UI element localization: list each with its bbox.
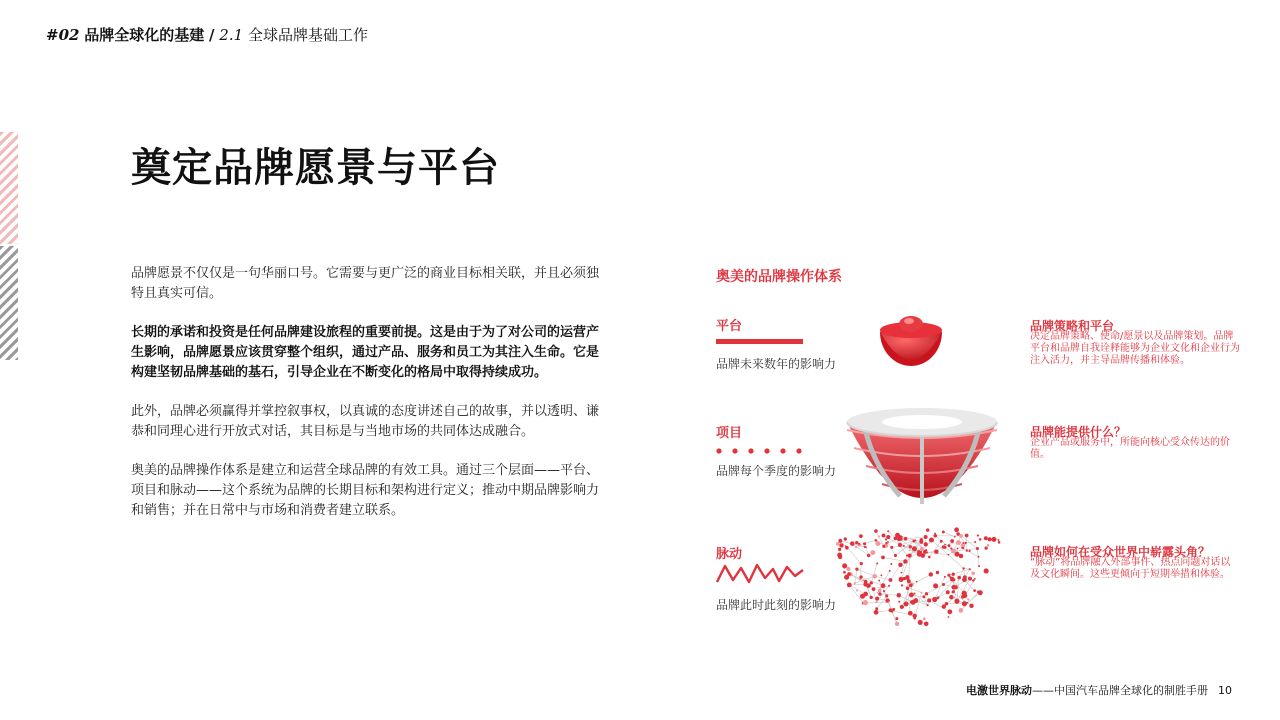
paragraph: 品牌愿景不仅仅是一句华丽口号。它需要与更广泛的商业目标相关联，并且必须独特且真实可信。 (131, 266, 600, 301)
level-desc-pulse: 品牌此时此刻的影响力 (716, 598, 837, 612)
level-desc-program: 品牌每个季度的影响力 (716, 464, 837, 478)
answer-platform: 决定品牌策略、使命/愿景以及品牌策划。品牌平台和品牌自我诠释能够为企业文化和企业行为注入活力，并主导品牌传播和体验。 (1030, 331, 1240, 366)
section-number: #02 (46, 26, 80, 44)
body-text (131, 264, 601, 540)
level-desc-platform: 品牌未来数年的影响力 (716, 357, 837, 371)
level-name-program: 项目 (716, 426, 743, 441)
question-pulse: 品牌如何在受众世界中崭露头角？ (1030, 545, 1211, 559)
zigzag-mark (716, 562, 806, 586)
question-platform: 品牌策略和平台 (1030, 319, 1115, 333)
subsection-title: 全球品牌基础工作 (247, 26, 368, 44)
dots-mark (716, 446, 806, 456)
paragraph: 此外，品牌必须赢得并掌控叙事权，以真诚的态度讲述自己的故事，并以透明、谦恭和同理心进行开放式对话，其目标是与当地市场的共同体达成融合。 (131, 404, 600, 439)
decorative-stripe-pink (0, 132, 18, 244)
subsection-number: 2.1 (219, 26, 244, 44)
program-bowl-graphic (842, 404, 1002, 512)
footer-brand: 电激世界脉动 (966, 684, 1032, 697)
footer-subtitle: ——中国汽车品牌全球化的制胜手册 (1032, 684, 1208, 697)
paragraph: 奥美的品牌操作体系是建立和运营全球品牌的有效工具。通过三个层面——平台、项目和脉动——这个系统为品牌的长期目标和架构进行定义；推动中期品牌影响力和销售；并在日常中与市场和消费者建立联系。 (131, 463, 600, 518)
section-header (46, 24, 368, 45)
bar-mark (716, 338, 806, 346)
page-footer (966, 682, 1232, 698)
page-title: 奠定品牌愿景与平台 (131, 145, 500, 191)
decorative-stripe-grey (0, 246, 18, 360)
platform-bowl-graphic (876, 312, 946, 370)
answer-program: 企业产品或服务中，所能向核心受众传达的价值。 (1030, 437, 1230, 460)
level-name-pulse: 脉动 (716, 547, 743, 562)
answer-pulse: “脉动”将品牌融入外部事件、热点问题对话以及文化瞬间。这些更倾向于短期举措和体验。 (1030, 557, 1231, 580)
section-title: 品牌全球化的基建 (84, 26, 205, 44)
pulse-network-graphic (832, 520, 1004, 632)
header-separator: / (209, 26, 215, 44)
system-title: 奥美的品牌操作体系 (716, 269, 842, 285)
page-number: 10 (1218, 684, 1232, 697)
level-name-platform: 平台 (716, 319, 743, 334)
paragraph-bold: 长期的承诺和投资是任何品牌建设旅程的重要前提。这是由于为了对公司的运营产生影响，品牌愿景应该贯穿整个组织，通过产品、服务和员工为其注入生命。它是构建坚韧品牌基础的基石，引导企业在不断变化的格局中取得持续成功。 (131, 325, 600, 380)
question-program: 品牌能提供什么？ (1030, 425, 1127, 439)
